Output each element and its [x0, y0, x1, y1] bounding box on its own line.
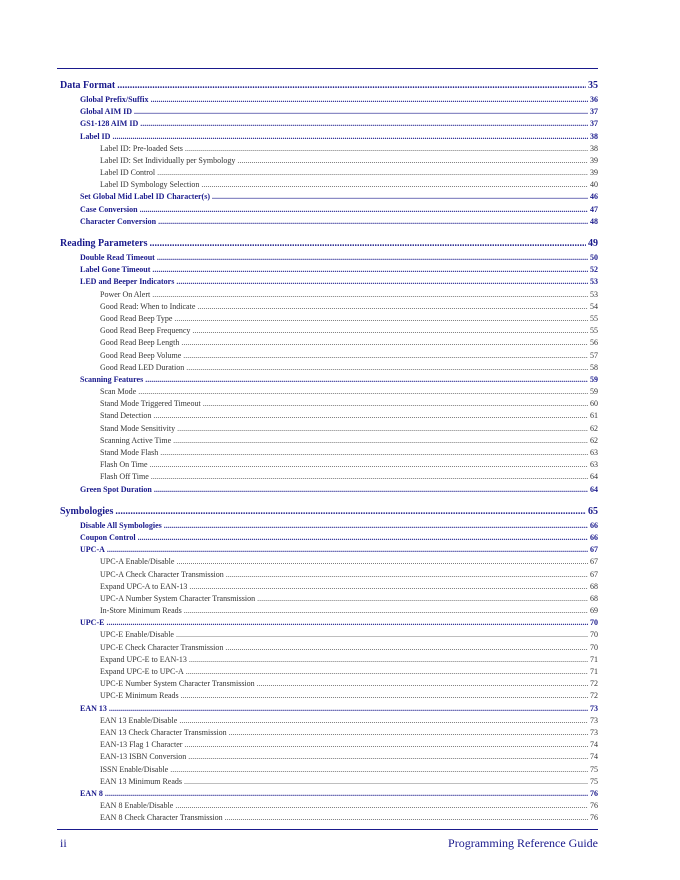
toc-section-heading[interactable]	[60, 235, 598, 252]
toc-topic-entry[interactable]	[60, 739, 598, 751]
toc-subsection-entry[interactable]	[60, 118, 598, 130]
toc-subsection-entry[interactable]	[60, 94, 598, 106]
toc-subsection-entry[interactable]	[60, 484, 598, 496]
toc-entry-title: In-Store Minimum Reads	[100, 606, 182, 616]
toc-page-number: 62	[590, 435, 598, 445]
toc-entry-title: Good Read LED Duration	[100, 362, 185, 372]
toc-subsection-entry[interactable]	[60, 374, 598, 386]
toc-subsection-entry[interactable]	[60, 106, 598, 118]
toc-subsection-entry[interactable]	[60, 131, 598, 143]
toc-entry-title: EAN 8 Enable/Disable	[100, 801, 174, 811]
toc-page-number: 64	[590, 472, 598, 482]
toc-subsection-entry[interactable]	[60, 532, 598, 544]
toc-entry-title: UPC-E	[80, 618, 105, 628]
toc-entry-title: Green Spot Duration	[80, 484, 152, 494]
toc-entry-title: UPC-E Enable/Disable	[100, 630, 174, 640]
dot-leader	[257, 678, 588, 690]
dot-leader	[229, 727, 588, 739]
toc-topic-entry[interactable]	[60, 143, 598, 155]
toc-entry-title: Global AIM ID	[80, 107, 133, 117]
dot-leader	[192, 325, 588, 337]
toc-page-number: 64	[590, 484, 598, 494]
dot-leader	[184, 776, 588, 788]
toc-topic-entry[interactable]	[60, 289, 598, 301]
toc-page-number: 74	[590, 740, 598, 750]
dot-leader	[225, 642, 588, 654]
toc-page-number: 40	[590, 180, 598, 190]
toc-page-number: 70	[590, 642, 598, 652]
dot-leader	[152, 289, 588, 301]
toc-topic-entry[interactable]	[60, 386, 598, 398]
dot-leader	[117, 77, 586, 94]
toc-page-number: 76	[590, 788, 598, 798]
toc-entry-title: EAN 8	[80, 788, 103, 798]
toc-entry-title: Label ID Symbology Selection	[100, 180, 200, 190]
toc-page-number: 68	[590, 593, 598, 603]
toc-page-number: 61	[590, 411, 598, 421]
toc-entry-title: Label ID: Set Individually per Symbology	[100, 155, 236, 165]
toc-topic-entry[interactable]	[60, 423, 598, 435]
dot-leader	[175, 800, 588, 812]
dot-leader	[115, 503, 586, 520]
toc-topic-entry[interactable]	[60, 812, 598, 824]
toc-page-number: 68	[590, 581, 598, 591]
toc-page-number: 39	[590, 168, 598, 178]
toc-topic-entry[interactable]	[60, 167, 598, 179]
toc-page-number: 65	[588, 505, 598, 517]
dot-leader	[138, 532, 588, 544]
dot-leader	[153, 410, 588, 422]
toc-page-number: 54	[590, 301, 598, 311]
dot-leader	[140, 118, 588, 130]
toc-page-number: 76	[590, 813, 598, 823]
toc-entry-title: Global Prefix/Suffix	[80, 94, 149, 104]
toc-entry-title: Good Read Beep Type	[100, 313, 173, 323]
toc-entry-title: Double Read Timeout	[80, 253, 155, 263]
toc-entry-title: Label ID: Pre-loaded Sets	[100, 143, 183, 153]
toc-entry-title: Good Read Beep Length	[100, 338, 180, 348]
dot-leader	[257, 593, 588, 605]
dot-leader	[173, 435, 588, 447]
dot-leader	[157, 252, 588, 264]
toc-topic-entry[interactable]	[60, 362, 598, 374]
toc-topic-entry[interactable]	[60, 350, 598, 362]
toc-topic-entry[interactable]	[60, 605, 598, 617]
toc-section-heading[interactable]	[60, 77, 598, 94]
toc-page-number: 69	[590, 606, 598, 616]
toc-entry-title: Stand Detection	[100, 411, 152, 421]
toc-entry-title: Case Conversion	[80, 204, 138, 214]
toc-page-number: 72	[590, 679, 598, 689]
toc-topic-entry[interactable]	[60, 435, 598, 447]
toc-page-number: 58	[590, 362, 598, 372]
toc-entry-title: Data Format	[60, 80, 116, 91]
toc-page-number: 73	[590, 703, 598, 713]
dot-leader	[150, 459, 588, 471]
header-rule	[57, 68, 598, 69]
toc-entry-title: Set Global Mid Label ID Character(s)	[80, 192, 210, 202]
toc-entry-title: Good Read Beep Frequency	[100, 326, 191, 336]
toc-page-number: 66	[590, 532, 598, 542]
toc-entry-title: LED and Beeper Indicators	[80, 277, 175, 287]
toc-topic-entry[interactable]	[60, 325, 598, 337]
toc-page-number: 71	[590, 654, 598, 664]
dot-leader	[183, 350, 588, 362]
dot-leader	[164, 520, 588, 532]
dot-leader	[197, 301, 588, 313]
toc-page-number: 70	[590, 618, 598, 628]
toc-page-number: 37	[590, 119, 598, 129]
toc-entry-title: EAN 13	[80, 703, 107, 713]
toc-entry-title: Expand UPC-E to EAN-13	[100, 654, 187, 664]
dot-leader	[149, 235, 586, 252]
toc-page-number: 66	[590, 520, 598, 530]
toc-page-number: 39	[590, 155, 598, 165]
dot-leader	[179, 715, 588, 727]
toc-subsection-entry[interactable]	[60, 544, 598, 556]
dot-leader	[181, 690, 588, 702]
toc-entry-title: EAN-13 ISBN Conversion	[100, 752, 187, 762]
toc-entry-title: Label ID	[80, 131, 111, 141]
toc-page-number: 73	[590, 727, 598, 737]
toc-entry-title: Good Read: When to Indicate	[100, 301, 196, 311]
toc-page-number: 59	[590, 374, 598, 384]
dot-leader	[186, 666, 588, 678]
toc-entry-title: Expand UPC-E to UPC-A	[100, 667, 184, 677]
dot-leader	[176, 276, 588, 288]
dot-leader	[226, 569, 588, 581]
toc-topic-entry[interactable]	[60, 569, 598, 581]
toc-topic-entry[interactable]	[60, 642, 598, 654]
footer-guide-title: Programming Reference Guide	[448, 836, 598, 850]
dot-leader	[151, 94, 588, 106]
toc-topic-entry[interactable]	[60, 764, 598, 776]
toc-topic-entry[interactable]	[60, 459, 598, 471]
toc-entry-title: GS1-128 AIM ID	[80, 119, 139, 129]
table-of-contents	[60, 77, 598, 825]
toc-topic-entry[interactable]	[60, 337, 598, 349]
toc-subsection-entry[interactable]	[60, 204, 598, 216]
toc-page-number: 75	[590, 764, 598, 774]
toc-topic-entry[interactable]	[60, 471, 598, 483]
dot-leader	[154, 484, 588, 496]
dot-leader	[189, 654, 588, 666]
toc-entry-title: Stand Mode Triggered Timeout	[100, 399, 201, 409]
toc-entry-title: EAN 13 Enable/Disable	[100, 715, 178, 725]
toc-entry-title: Symbologies	[60, 505, 114, 517]
toc-page-number: 63	[590, 460, 598, 470]
toc-entry-title: Scanning Features	[80, 374, 144, 384]
toc-page-number: 57	[590, 350, 598, 360]
toc-entry-title: Disable All Symbologies	[80, 520, 162, 530]
dot-leader	[105, 788, 588, 800]
dot-leader	[140, 204, 588, 216]
dot-leader	[188, 751, 588, 763]
toc-page-number: 60	[590, 399, 598, 409]
toc-entry-title: UPC-A	[80, 545, 105, 555]
toc-entry-title: Character Conversion	[80, 216, 157, 226]
toc-page-number: 46	[590, 192, 598, 202]
dot-leader	[109, 703, 588, 715]
toc-topic-entry[interactable]	[60, 727, 598, 739]
toc-page-number: 38	[590, 143, 598, 153]
toc-page-number: 53	[590, 277, 598, 287]
footer-rule	[57, 829, 598, 830]
dot-leader	[212, 191, 588, 203]
dot-leader	[174, 313, 588, 325]
toc-page-number: 71	[590, 667, 598, 677]
toc-page-number: 63	[590, 448, 598, 458]
dot-leader	[189, 581, 588, 593]
toc-entry-title: EAN 13 Minimum Reads	[100, 776, 182, 786]
toc-subsection-entry[interactable]	[60, 788, 598, 800]
toc-page-number: 38	[590, 131, 598, 141]
toc-topic-entry[interactable]	[60, 776, 598, 788]
toc-page-number: 48	[590, 216, 598, 226]
toc-subsection-entry[interactable]	[60, 276, 598, 288]
toc-entry-title: Scan Mode	[100, 387, 137, 397]
dot-leader	[151, 471, 588, 483]
toc-topic-entry[interactable]	[60, 654, 598, 666]
toc-page-number: 76	[590, 801, 598, 811]
toc-page-number: 37	[590, 107, 598, 117]
toc-topic-entry[interactable]	[60, 593, 598, 605]
dot-leader	[170, 764, 588, 776]
toc-topic-entry[interactable]	[60, 313, 598, 325]
dot-leader	[157, 167, 588, 179]
toc-entry-title: Flash Off Time	[100, 472, 149, 482]
dot-leader	[185, 143, 588, 155]
toc-topic-entry[interactable]	[60, 556, 598, 568]
toc-topic-entry[interactable]	[60, 398, 598, 410]
toc-page-number: 55	[590, 313, 598, 323]
toc-subsection-entry[interactable]	[60, 264, 598, 276]
toc-entry-title: Reading Parameters	[60, 238, 148, 250]
toc-topic-entry[interactable]	[60, 715, 598, 727]
toc-entry-title: EAN 8 Check Character Transmission	[100, 813, 223, 823]
dot-leader	[158, 216, 588, 228]
toc-entry-title: Coupon Control	[80, 532, 136, 542]
toc-entry-title: Good Read Beep Volume	[100, 350, 182, 360]
dot-leader	[145, 374, 588, 386]
toc-page-number: 53	[590, 289, 598, 299]
toc-page-number: 36	[590, 94, 598, 104]
toc-entry-title: Expand UPC-A to EAN-13	[100, 581, 188, 591]
toc-entry-title: Scanning Active Time	[100, 435, 172, 445]
toc-topic-entry[interactable]	[60, 630, 598, 642]
toc-page-number: 35	[588, 80, 598, 91]
dot-leader	[181, 337, 588, 349]
toc-page-number: 59	[590, 387, 598, 397]
toc-topic-entry[interactable]	[60, 155, 598, 167]
dot-leader	[237, 155, 588, 167]
toc-page-number: 67	[590, 569, 598, 579]
toc-topic-entry[interactable]	[60, 800, 598, 812]
toc-subsection-entry[interactable]	[60, 520, 598, 532]
toc-page-number: 73	[590, 715, 598, 725]
dot-leader	[176, 629, 588, 641]
dot-leader	[152, 264, 588, 276]
toc-entry-title: Stand Mode Flash	[100, 448, 159, 458]
toc-section-heading[interactable]	[60, 503, 598, 520]
dot-leader	[106, 617, 588, 629]
toc-entry-title: EAN-13 Flag 1 Character	[100, 740, 183, 750]
toc-topic-entry[interactable]	[60, 690, 598, 702]
toc-entry-title: ISSN Enable/Disable	[100, 764, 169, 774]
dot-leader	[186, 362, 588, 374]
toc-topic-entry[interactable]	[60, 447, 598, 459]
toc-topic-entry[interactable]	[60, 301, 598, 313]
dot-leader	[176, 556, 588, 568]
toc-entry-title: Flash On Time	[100, 460, 148, 470]
toc-page-number: 67	[590, 557, 598, 567]
toc-subsection-entry[interactable]	[60, 192, 598, 204]
toc-entry-title: UPC-A Enable/Disable	[100, 557, 175, 567]
dot-leader	[107, 544, 588, 556]
toc-page-number: 56	[590, 338, 598, 348]
toc-page-number: 67	[590, 545, 598, 555]
dot-leader	[184, 605, 588, 617]
toc-page-number: 74	[590, 752, 598, 762]
dot-leader	[160, 447, 588, 459]
dot-leader	[177, 423, 588, 435]
dot-leader	[184, 739, 588, 751]
toc-entry-title: UPC-A Number System Character Transmission	[100, 593, 256, 603]
toc-page-number: 62	[590, 423, 598, 433]
toc-entry-title: EAN 13 Check Character Transmission	[100, 727, 227, 737]
dot-leader	[203, 398, 588, 410]
dot-leader	[138, 386, 588, 398]
toc-topic-entry[interactable]	[60, 179, 598, 191]
toc-topic-entry[interactable]	[60, 666, 598, 678]
toc-subsection-entry[interactable]	[60, 617, 598, 629]
toc-entry-title: Power On Alert	[100, 289, 151, 299]
toc-entry-title: UPC-E Number System Character Transmission	[100, 679, 255, 689]
toc-page-number: 72	[590, 691, 598, 701]
dot-leader	[112, 131, 588, 143]
toc-entry-title: UPC-A Check Character Transmission	[100, 569, 224, 579]
dot-leader	[225, 812, 588, 824]
toc-page-number: 55	[590, 326, 598, 336]
toc-entry-title: UPC-E Check Character Transmission	[100, 642, 224, 652]
toc-page-number: 47	[590, 204, 598, 214]
toc-subsection-entry[interactable]	[60, 216, 598, 228]
toc-entry-title: Label Gone Timeout	[80, 265, 151, 275]
dot-leader	[201, 179, 588, 191]
toc-subsection-entry[interactable]	[60, 252, 598, 264]
toc-entry-title: Stand Mode Sensitivity	[100, 423, 176, 433]
toc-entry-title: Label ID Control	[100, 168, 156, 178]
toc-page-number: 52	[590, 265, 598, 275]
toc-page-number: 49	[588, 238, 598, 250]
toc-entry-title: UPC-E Minimum Reads	[100, 691, 179, 701]
footer-page-number: ii	[60, 836, 67, 850]
toc-page-number: 70	[590, 630, 598, 640]
toc-subsection-entry[interactable]	[60, 703, 598, 715]
toc-page-number: 75	[590, 776, 598, 786]
toc-topic-entry[interactable]	[60, 751, 598, 763]
toc-topic-entry[interactable]	[60, 678, 598, 690]
toc-topic-entry[interactable]	[60, 411, 598, 423]
dot-leader	[134, 106, 588, 118]
toc-topic-entry[interactable]	[60, 581, 598, 593]
toc-page-number: 50	[590, 253, 598, 263]
